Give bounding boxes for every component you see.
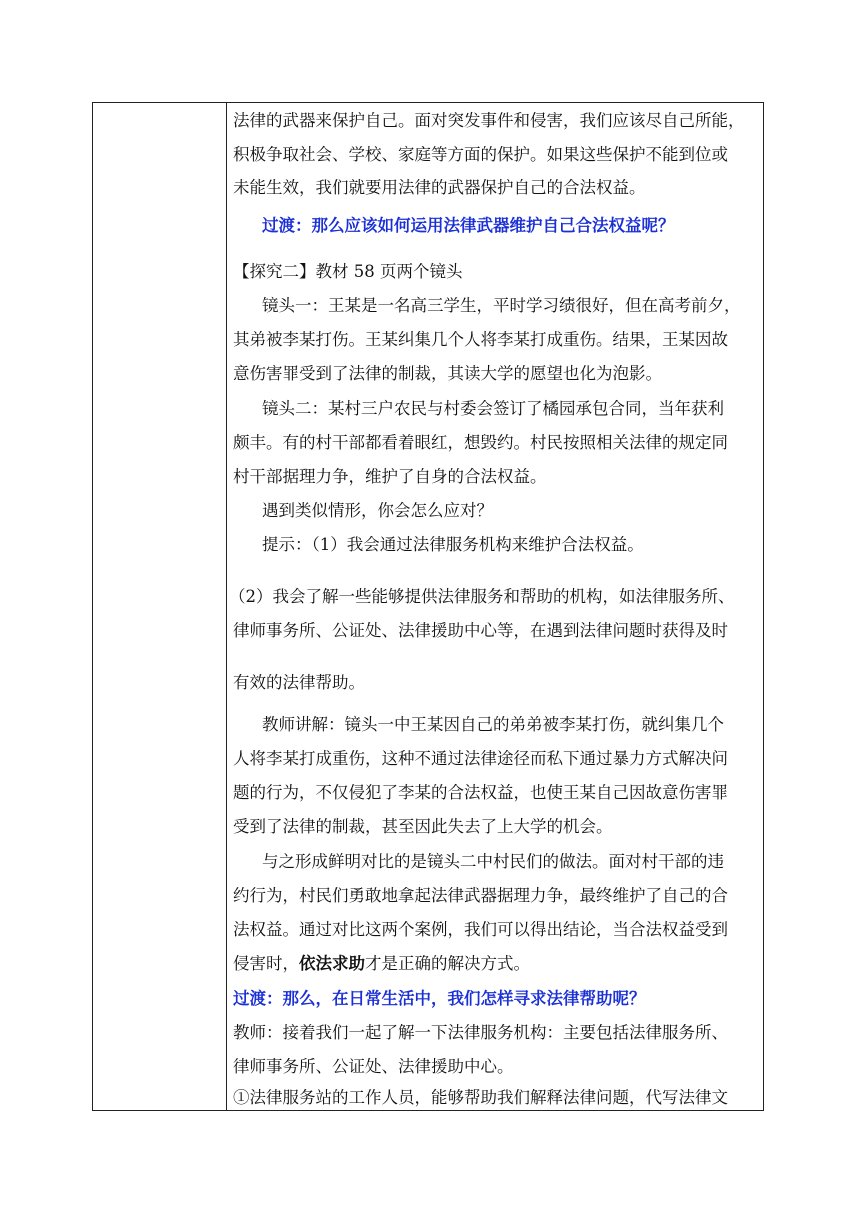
text-line: 颇丰。有的村干部都看着眼红，想毁约。村民按照相关法律的规定同 bbox=[233, 433, 728, 452]
text-line: 题的行为，不仅侵犯了李某的合法权益，也使王某自己因故意伤害罪 bbox=[233, 783, 728, 802]
text-line: 其弟被李某打伤。王某纠集几个人将李某打成重伤。结果，王某因故 bbox=[233, 330, 728, 349]
content-table bbox=[92, 102, 764, 1111]
question-line: 遇到类似情形，你会怎么应对？ bbox=[262, 501, 493, 520]
text-line: 人将李某打成重伤，这种不通过法律途径而私下通过暴力方式解决问 bbox=[233, 749, 728, 768]
transition-heading: 过渡：那么，在日常生活中，我们怎样寻求法律帮助呢？ bbox=[233, 989, 646, 1008]
text-line: 约行为，村民们勇敢地拿起法律武器据理力争，最终维护了自己的合 bbox=[233, 886, 728, 905]
bold-term: 依法求助 bbox=[299, 954, 365, 973]
text-line: （2）我会了解一些能够提供法律服务和帮助的机构，如法律服务所、 bbox=[229, 587, 735, 606]
text-line: 法律的武器来保护自己。面对突发事件和侵害，我们应该尽自己所能， bbox=[233, 111, 745, 130]
text-line: 意伤害罪受到了法律的制裁，其读大学的愿望也化为泡影。 bbox=[233, 364, 662, 383]
text-line: 积极争取社会、学校、家庭等方面的保护。如果这些保护不能到位或 bbox=[233, 145, 728, 164]
text-line: 教师讲解：镜头一中王某因自己的弟弟被李某打伤，就纠集几个 bbox=[262, 715, 724, 734]
text-line: 律师事务所、公证处、法律援助中心。 bbox=[233, 1057, 514, 1076]
text-line: 与之形成鲜明对比的是镜头二中村民们的做法。面对村干部的违 bbox=[262, 852, 724, 871]
text-line: 受到了法律的制裁，甚至因此失去了上大学的机会。 bbox=[233, 817, 613, 836]
text-line: 未能生效，我们就要用法律的武器保护自己的合法权益。 bbox=[233, 178, 646, 197]
column-divider bbox=[226, 103, 227, 1110]
text-line: 教师：接着我们一起了解一下法律服务机构：主要包括法律服务所、 bbox=[233, 1023, 728, 1042]
text-segment: 侵害时， bbox=[233, 954, 299, 973]
text-line bbox=[233, 954, 530, 974]
section-heading: 【探究二】教材 58 页两个镜头 bbox=[233, 262, 463, 281]
transition-heading: 过渡：那么应该如何运用法律武器维护自己合法权益呢？ bbox=[262, 216, 675, 235]
text-line: 村干部据理力争，维护了自身的合法权益。 bbox=[233, 467, 547, 486]
text-line: 法权益。通过对比这两个案例，我们可以得出结论，当合法权益受到 bbox=[233, 920, 728, 939]
text-line: 有效的法律帮助。 bbox=[233, 673, 365, 692]
hint-line: 提示：（1）我会通过法律服务机构来维护合法权益。 bbox=[262, 535, 644, 554]
text-line: 镜头二：某村三户农民与村委会签订了橘园承包合同，当年获利 bbox=[262, 399, 724, 418]
text-segment: 才是正确的解决方式。 bbox=[365, 954, 530, 973]
text-line: ①法律服务站的工作人员，能够帮助我们解释法律问题，代写法律文 bbox=[233, 1088, 728, 1107]
text-line: 律师事务所、公证处、法律援助中心等，在遇到法律问题时获得及时 bbox=[233, 621, 728, 640]
text-line: 镜头一：王某是一名高三学生，平时学习绩很好，但在高考前夕， bbox=[262, 296, 741, 315]
